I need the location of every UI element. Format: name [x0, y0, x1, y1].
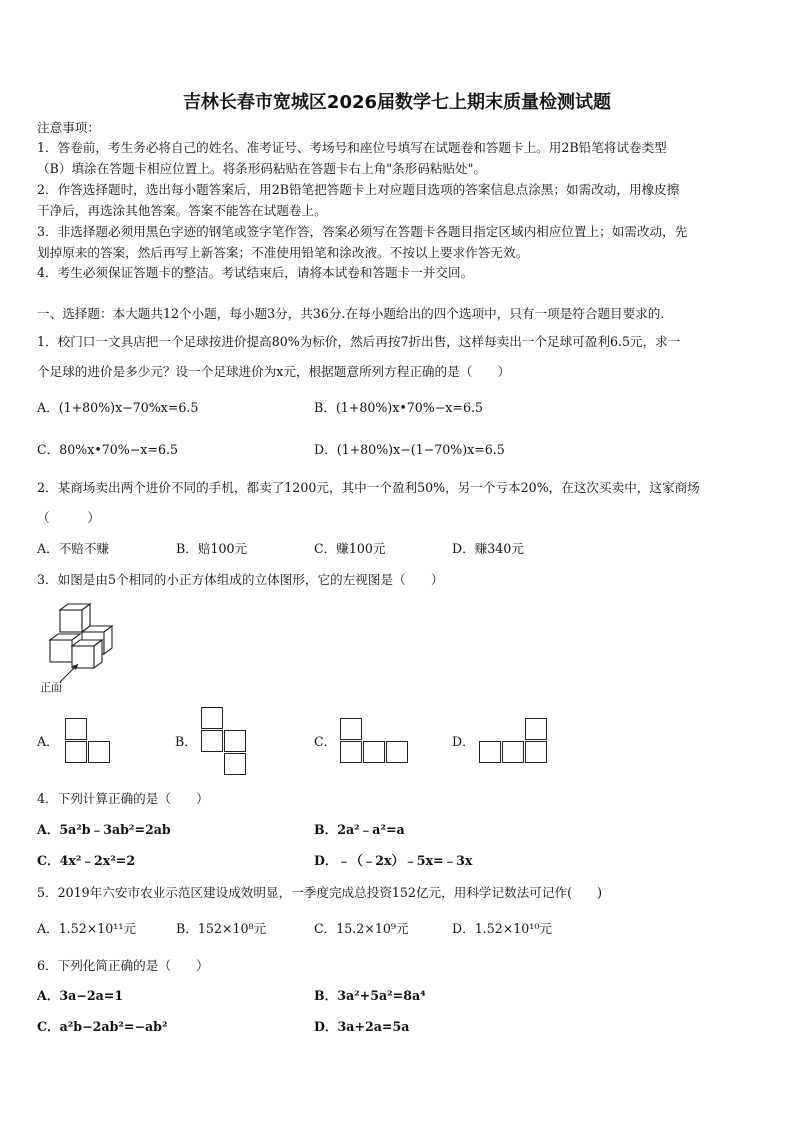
grid-cell: [340, 741, 362, 763]
grid-cell: [224, 730, 246, 752]
notice-heading: 注意事项：: [37, 120, 100, 135]
q4-option-a: A．5a²b﹣3ab²=2ab: [37, 822, 171, 837]
grid-cell: [363, 741, 385, 763]
notice-line: （B）填涂在答题卡相应位置上。将条形码粘贴在答题卡右上角"条形码粘贴处"。: [37, 161, 487, 176]
notice-line: 划掉原来的答案，然后再写上新答案；不准使用铅笔和涂改液。不按以上要求作答无效。: [37, 245, 529, 260]
q2-option-a: A．不赔不赚: [37, 541, 110, 556]
q5-option-a: A．1.52×10¹¹元: [37, 921, 136, 936]
grid-cell: [65, 741, 87, 763]
q6-option-b: B．3a²+5a²=8a⁴: [314, 988, 426, 1003]
q6-option-c: C．a²b−2ab²=−ab²: [37, 1019, 168, 1034]
question-1-stem: 个足球的进价是多少元？设一个足球进价为x元，根据题意所列方程正确的是（ ）: [37, 364, 511, 379]
q1-option-b: B．(1+80%)x•70%−x=6.5: [314, 400, 483, 415]
q2-option-d: D．赚340元: [452, 541, 524, 556]
notice-line: 干净后，再选涂其他答案。答案不能答在试题卷上。: [37, 203, 327, 218]
q1-option-c: C．80%x•70%−x=6.5: [37, 442, 178, 457]
question-2-stem: （ ）: [37, 510, 100, 525]
grid-cell: [224, 753, 246, 775]
grid-cell: [201, 730, 223, 752]
front-label: 正面: [40, 681, 62, 694]
grid-cell: [525, 718, 547, 740]
question-2-stem: 2．某商场卖出两个进价不同的手机，都卖了1200元，其中一个盈利50%，另一个亏本20%，在这次买卖中，这家商场: [37, 480, 700, 495]
q5-option-c: C．15.2×10⁹元: [314, 921, 409, 936]
q6-option-a: A．3a−2a=1: [37, 988, 124, 1003]
notice-line: 1．答卷前，考生务必将自己的姓名、准考证号、考场号和座位号填写在试题卷和答题卡上。用2B铅笔将试卷类型: [37, 140, 667, 155]
q4-option-b: B．2a²﹣a²=a: [314, 822, 405, 837]
q2-option-b: B．赔100元: [176, 541, 248, 556]
grid-cell: [502, 741, 524, 763]
grid-cell: [88, 741, 110, 763]
page-title: 吉林长春市宽城区2026届数学七上期末质量检测试题: [182, 92, 612, 113]
question-5-stem: 5．2019年六安市农业示范区建设成效明显，一季度完成总投资152亿元，用科学记数法可记作( ): [37, 885, 603, 900]
grid-cell: [201, 707, 223, 729]
q5-option-d: D．1.52×10¹⁰元: [452, 921, 552, 936]
grid-cell: [340, 718, 362, 740]
q3-option-b: B．: [175, 734, 197, 749]
q3-option-a: A．: [37, 734, 59, 749]
q6-option-d: D．3a+2a=5a: [314, 1019, 410, 1034]
grid-cell: [479, 741, 501, 763]
notice-line: 3．非选择题必须用黑色字迹的钢笔或签字笔作答，答案必须写在答题卡各题目指定区域内相应位置上；如需改动，先: [37, 224, 688, 239]
q4-option-d: D．﹣（﹣2x）﹣5x=﹣3x: [314, 853, 473, 868]
section-heading: 一、选择题：本大题共12个小题，每小题3分，共36分.在每小题给出的四个选项中，只有一项是符合题目要求的.: [37, 306, 665, 321]
grid-cell: [525, 741, 547, 763]
q3-option-d: D．: [452, 734, 475, 749]
grid-cell: [65, 718, 87, 740]
q4-option-c: C．4x²﹣2x²=2: [37, 853, 136, 868]
question-4-stem: 4．下列计算正确的是（ ）: [37, 791, 209, 806]
q2-option-c: C．赚100元: [314, 541, 386, 556]
notice-line: 2．作答选择题时，选出每小题答案后，用2B铅笔把答题卡上对应题目选项的答案信息点涂黑；如需改动，用橡皮擦: [37, 182, 680, 197]
grid-cell: [386, 741, 408, 763]
notice-line: 4．考生必须保证答题卡的整洁。考试结束后，请将本试卷和答题卡一并交回。: [37, 265, 474, 280]
question-6-stem: 6．下列化简正确的是（ ）: [37, 958, 209, 973]
question-3-stem: 3．如图是由5个相同的小正方体组成的立体图形，它的左视图是（ ）: [37, 572, 444, 587]
question-1-stem: 1．校门口一文具店把一个足球按进价提高80%为标价，然后再按7折出售，这样每卖出一个足球可盈利6.5元，求一: [37, 334, 681, 349]
q5-option-b: B．152×10⁸元: [176, 921, 267, 936]
q1-option-d: D．(1+80%)x−(1−70%)x=6.5: [314, 442, 505, 457]
q3-option-c: C．: [314, 734, 337, 749]
q1-option-a: A．(1+80%)x−70%x=6.5: [37, 400, 199, 415]
